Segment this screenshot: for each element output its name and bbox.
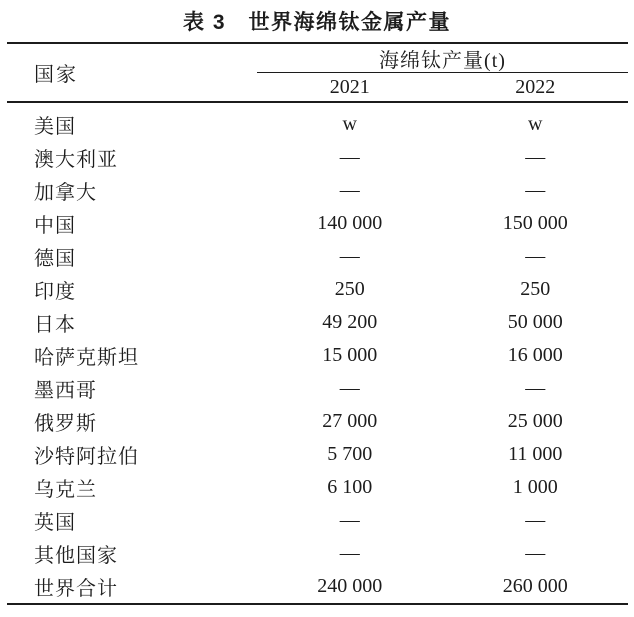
value-2022-cell: 260 000 <box>502 575 568 597</box>
header-country: 国家 <box>34 64 78 86</box>
table-row <box>7 240 628 273</box>
value-2021-cell: 49 200 <box>322 311 378 333</box>
value-2022-cell: 11 000 <box>508 443 563 465</box>
production-table <box>7 42 628 605</box>
value-2022-cell: — <box>525 542 546 564</box>
value-2022-cell: — <box>525 146 546 168</box>
table-row <box>7 141 628 174</box>
value-2021-cell: w <box>342 113 357 135</box>
value-2021-cell: 27 000 <box>322 410 378 432</box>
country-cell: 澳大利亚 <box>34 149 118 171</box>
table-caption: 表 3 世界海绵钛金属产量 <box>182 11 451 34</box>
table-row <box>7 339 628 372</box>
table-row <box>7 438 628 471</box>
table-row <box>7 207 628 240</box>
value-2022-cell: 50 000 <box>507 311 563 333</box>
country-cell: 乌克兰 <box>34 479 97 501</box>
table-header <box>7 42 628 103</box>
value-2021-cell: 140 000 <box>317 212 383 234</box>
value-2022-cell: — <box>525 245 546 267</box>
value-2021-cell: — <box>339 509 360 531</box>
value-2022-cell: 25 000 <box>507 410 563 432</box>
value-2022-cell: 1 000 <box>512 476 558 498</box>
country-cell: 沙特阿拉伯 <box>34 446 139 468</box>
value-2021-cell: 250 <box>334 278 365 300</box>
header-years <box>257 73 628 101</box>
country-cell: 墨西哥 <box>34 380 97 402</box>
country-cell: 加拿大 <box>34 182 97 204</box>
country-cell: 世界合计 <box>34 578 118 600</box>
table-row <box>7 570 628 603</box>
country-cell: 哈萨克斯坦 <box>34 347 139 369</box>
header-year-2021: 2021 <box>329 75 370 98</box>
value-2021-cell: 240 000 <box>317 575 383 597</box>
value-2021-cell: 5 700 <box>327 443 373 465</box>
country-cell: 中国 <box>34 215 76 237</box>
country-cell: 英国 <box>34 512 76 534</box>
country-cell: 日本 <box>34 314 76 336</box>
value-2021-cell: 15 000 <box>322 344 378 366</box>
header-year-2022: 2022 <box>515 75 556 98</box>
country-cell: 其他国家 <box>34 545 118 567</box>
value-2022-cell: — <box>525 509 546 531</box>
value-2022-cell: 150 000 <box>502 212 568 234</box>
value-2022-cell: w <box>528 113 543 135</box>
value-2021-cell: — <box>339 377 360 399</box>
value-2021-cell: — <box>339 179 360 201</box>
value-2021-cell: — <box>339 542 360 564</box>
header-group-label: 海绵钛产量(t) <box>257 44 628 73</box>
value-2021-cell: — <box>339 245 360 267</box>
table-row <box>7 504 628 537</box>
country-cell: 德国 <box>34 248 76 270</box>
value-2022-cell: 250 <box>520 278 551 300</box>
table-body <box>7 103 628 605</box>
country-cell: 美国 <box>34 116 76 138</box>
value-2022-cell: — <box>525 377 546 399</box>
table-row <box>7 537 628 570</box>
table-row <box>7 306 628 339</box>
table-row <box>7 372 628 405</box>
table-row <box>7 174 628 207</box>
table-row <box>7 471 628 504</box>
value-2021-cell: 6 100 <box>327 476 373 498</box>
table-row <box>7 273 628 306</box>
country-cell: 俄罗斯 <box>34 413 97 435</box>
value-2021-cell: — <box>339 146 360 168</box>
value-2022-cell: 16 000 <box>507 344 563 366</box>
value-2022-cell: — <box>525 179 546 201</box>
header-production-group <box>257 44 628 101</box>
country-cell: 印度 <box>34 281 76 303</box>
table-row <box>7 405 628 438</box>
table-row <box>7 108 628 141</box>
